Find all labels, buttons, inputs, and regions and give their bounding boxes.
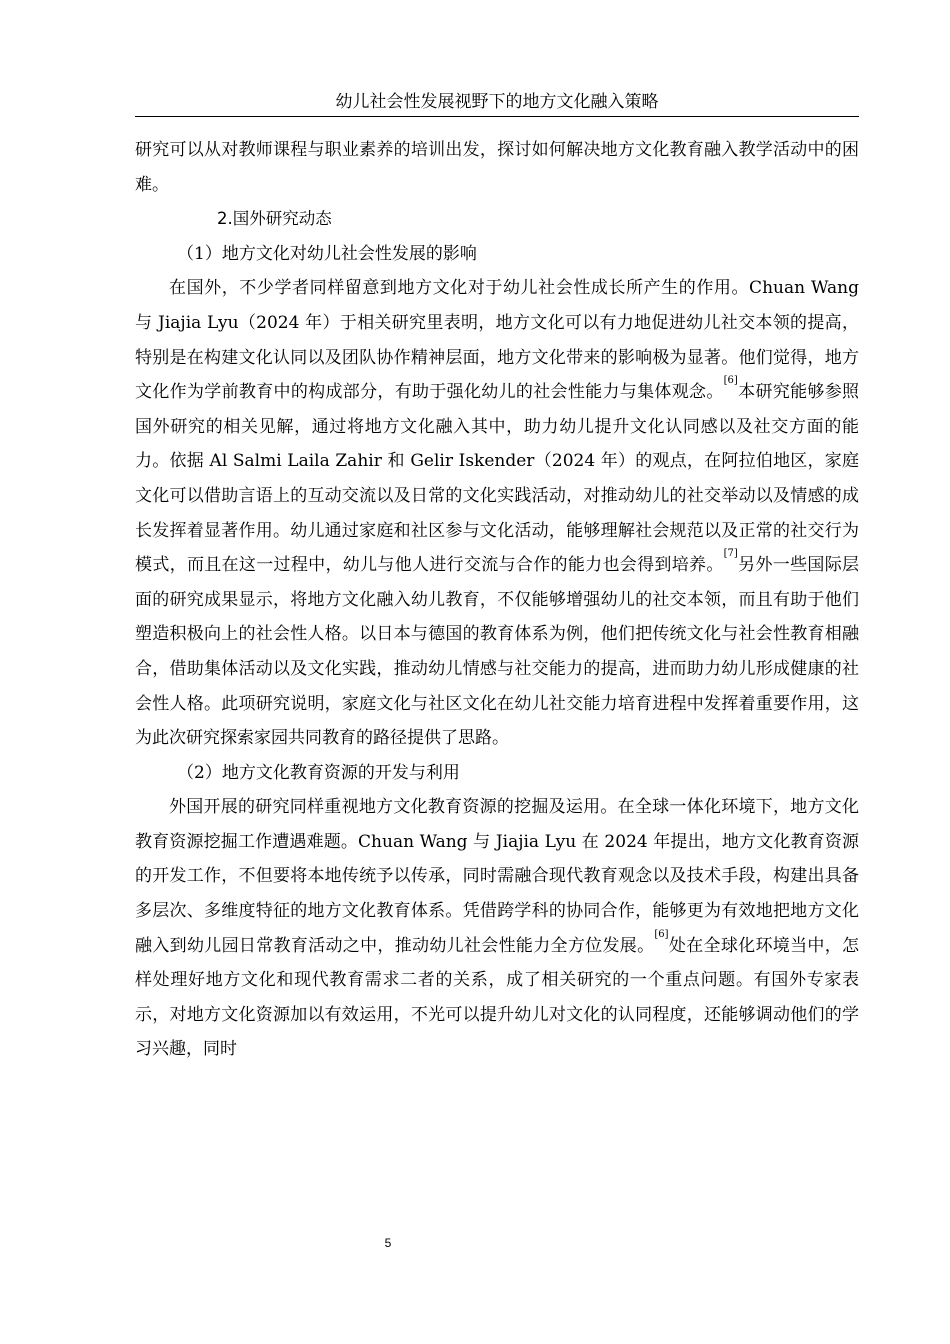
citation-ref: [6] <box>723 375 738 387</box>
running-header: 幼儿社会性发展视野下的地方文化融入策略 <box>335 92 659 112</box>
subsection-heading-1: （1）地方文化对幼儿社会性发展的影响 <box>177 243 477 264</box>
paragraph-1-part-a: 在国外，不少学者同样留意到地方文化对于幼儿社会性成长所产生的作用。Chuan Wang 与 Jiajia Lyu（2024 年）于相关研究里表明，地方文化可以有力地促进幼儿社交本领的提高，特别是在构建文化认同以及团队协作精神层面，地方文化带来的影响极为显著。他们觉得，地方文化作为学前教育中的构成部分，有助于强化幼儿的社会性能力与集体观念。 <box>135 278 859 403</box>
header-rule <box>135 116 859 117</box>
paragraph-2-part-b: 处在全球化环境当中，怎样处理好地方文化和现代教育需求二者的关系，成了相关研究的一个重点问题。有国外专家表示，对地方文化资源加以有效运用，不光可以提升幼儿对文化的认同程度，还能够调动他们的学习兴趣，同时 <box>135 935 860 1060</box>
subsection-heading-2: （2）地方文化教育资源的开发与利用 <box>177 762 460 783</box>
citation-ref: [6] <box>654 928 669 940</box>
paragraph-2-part-a: 外国开展的研究同样重视地方文化教育资源的挖掘及运用。在全球一体化环境下，地方文化教育资源挖掘工作遭遇难题。Chuan Wang 与 Jiajia Lyu 在 2024 年提出，地方文化教育资源的开发工作，不但要将本地传统予以传承，同时需融合现代教育观念以及技术手段，构建出具备多层次、多维度特征的地方文化教育体系。凭借跨学科的协同合作，能够更为有效地把地方文化融入到幼儿园日常教育活动之中，推动幼儿社会性能力全方位发展。 <box>135 797 859 956</box>
section-heading: 2.国外研究动态 <box>217 209 332 229</box>
paragraph-1 <box>135 271 859 755</box>
body-text <box>135 133 859 1067</box>
paragraph-1-part-b: 本研究能够参照国外研究的相关见解，通过将地方文化融入其中，助力幼儿提升文化认同感以及社交方面的能力。依据 Al Salmi Laila Zahir 和 Gelir Iskender（2024 年）的观点，在阿拉伯地区，家庭文化可以借助言语上的互动交流以及日常的文化实践活动，对推动幼儿的社交举动以及情感的成长发挥着显著作用。幼儿通过家庭和社区参与文化活动，能够理解社会规范以及正常的社交行为模式，而且在这一过程中，幼儿与他人进行交流与合作的能力也会得到培养。 <box>135 382 860 576</box>
paragraph-2 <box>135 790 859 1067</box>
citation-ref: [7] <box>723 548 738 560</box>
paragraph-1-part-c: 另外一些国际层面的研究成果显示，将地方文化融入幼儿教育，不仅能够增强幼儿的社交本领，而且有助于他们塑造积极向上的社会性人格。以日本与德国的教育体系为例，他们把传统文化与社会性教育相融合，借助集体活动以及文化实践，推动幼儿情感与社交能力的提高，进而助力幼儿形成健康的社会性人格。此项研究说明，家庭文化与社区文化在幼儿社交能力培育进程中发挥着重要作用，这为此次研究探索家园共同教育的路径提供了思路。 <box>135 555 860 749</box>
paragraph-continued: 研究可以从对教师课程与职业素养的培训出发，探讨如何解决地方文化教育融入教学活动中的困难。 <box>135 140 859 195</box>
page-number: 5 <box>384 1236 392 1250</box>
